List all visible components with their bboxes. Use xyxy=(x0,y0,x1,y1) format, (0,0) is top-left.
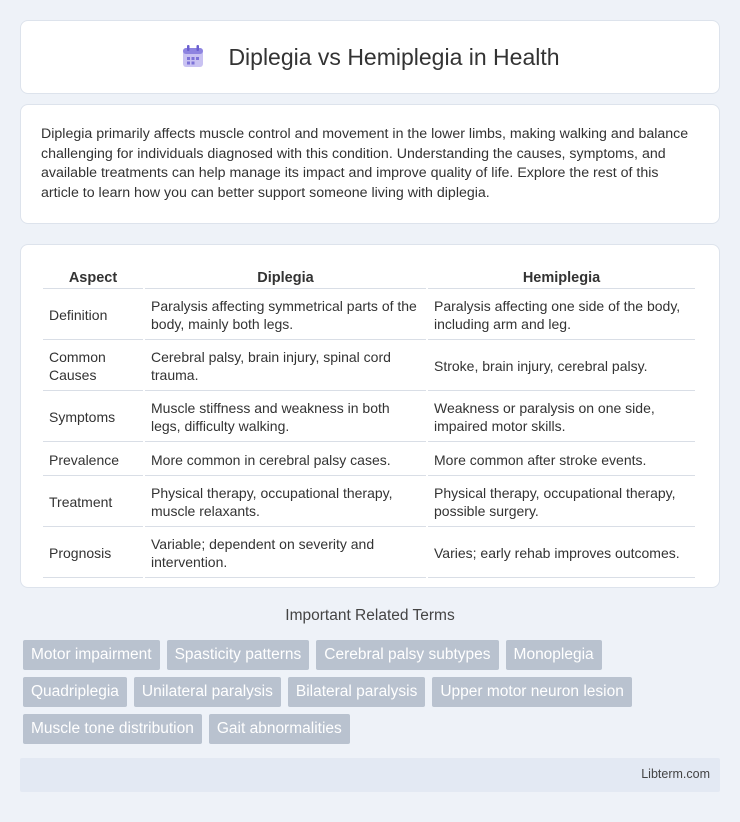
related-term-tag[interactable]: Monoplegia xyxy=(506,640,602,670)
table-row xyxy=(43,393,695,442)
related-term-tag[interactable]: Bilateral paralysis xyxy=(288,677,425,707)
hemiplegia-cell: Varies; early rehab improves outcomes. xyxy=(428,529,695,578)
diplegia-cell: Paralysis affecting symmetrical parts of the body, mainly both legs. xyxy=(145,291,426,340)
title-card xyxy=(20,20,720,94)
aspect-cell: Common Causes xyxy=(43,342,143,391)
calendar-icon xyxy=(180,44,206,70)
table-row xyxy=(43,444,695,476)
diplegia-cell: Muscle stiffness and weakness in both legs, difficulty walking. xyxy=(145,393,426,442)
aspect-cell: Prognosis xyxy=(43,529,143,578)
hemiplegia-cell: Stroke, brain injury, cerebral palsy. xyxy=(428,342,695,391)
column-header-diplegia: Diplegia xyxy=(145,267,426,289)
related-term-tag[interactable]: Unilateral paralysis xyxy=(134,677,281,707)
aspect-cell: Definition xyxy=(43,291,143,340)
related-term-tag[interactable]: Motor impairment xyxy=(23,640,160,670)
aspect-cell: Symptoms xyxy=(43,393,143,442)
aspect-cell: Prevalence xyxy=(43,444,143,476)
diplegia-cell: Physical therapy, occupational therapy, muscle relaxants. xyxy=(145,478,426,527)
table-row xyxy=(43,342,695,391)
table-row xyxy=(43,291,695,340)
comparison-table xyxy=(41,265,697,580)
table-row xyxy=(43,529,695,578)
table-row xyxy=(43,478,695,527)
footer xyxy=(20,758,720,792)
hemiplegia-cell: Paralysis affecting one side of the body, including arm and leg. xyxy=(428,291,695,340)
diplegia-cell: More common in cerebral palsy cases. xyxy=(145,444,426,476)
related-term-tag[interactable]: Quadriplegia xyxy=(23,677,127,707)
diplegia-cell: Variable; dependent on severity and intervention. xyxy=(145,529,426,578)
comparison-table-card xyxy=(20,244,720,588)
related-term-tag[interactable]: Cerebral palsy subtypes xyxy=(316,640,498,670)
related-term-tag[interactable]: Upper motor neuron lesion xyxy=(432,677,632,707)
table-header-row xyxy=(43,267,695,289)
aspect-cell: Treatment xyxy=(43,478,143,527)
hemiplegia-cell: Physical therapy, occupational therapy, possible surgery. xyxy=(428,478,695,527)
related-terms-title: Important Related Terms xyxy=(285,607,455,624)
hemiplegia-cell: Weakness or paralysis on one side, impaired motor skills. xyxy=(428,393,695,442)
related-term-tag[interactable]: Gait abnormalities xyxy=(209,714,350,744)
hemiplegia-cell: More common after stroke events. xyxy=(428,444,695,476)
column-header-hemiplegia: Hemiplegia xyxy=(428,267,695,289)
column-header-aspect: Aspect xyxy=(43,267,143,289)
page-title: Diplegia vs Hemiplegia in Health xyxy=(228,43,560,70)
footer-site-link[interactable]: Libterm.com xyxy=(641,767,710,781)
intro-text: Diplegia primarily affects muscle control and movement in the lower limbs, making walking and balance challenging for individuals diagnosed with this condition. Understanding the causes, symptoms, and available treatments can help manage its impact and improve quality of life. Explore the rest of this article to learn how you can better support someone living with diplegia. xyxy=(41,126,689,201)
intro-card xyxy=(20,104,720,224)
related-term-tag[interactable]: Muscle tone distribution xyxy=(23,714,202,744)
diplegia-cell: Cerebral palsy, brain injury, spinal cord trauma. xyxy=(145,342,426,391)
related-terms-list xyxy=(23,640,683,744)
related-term-tag[interactable]: Spasticity patterns xyxy=(167,640,310,670)
